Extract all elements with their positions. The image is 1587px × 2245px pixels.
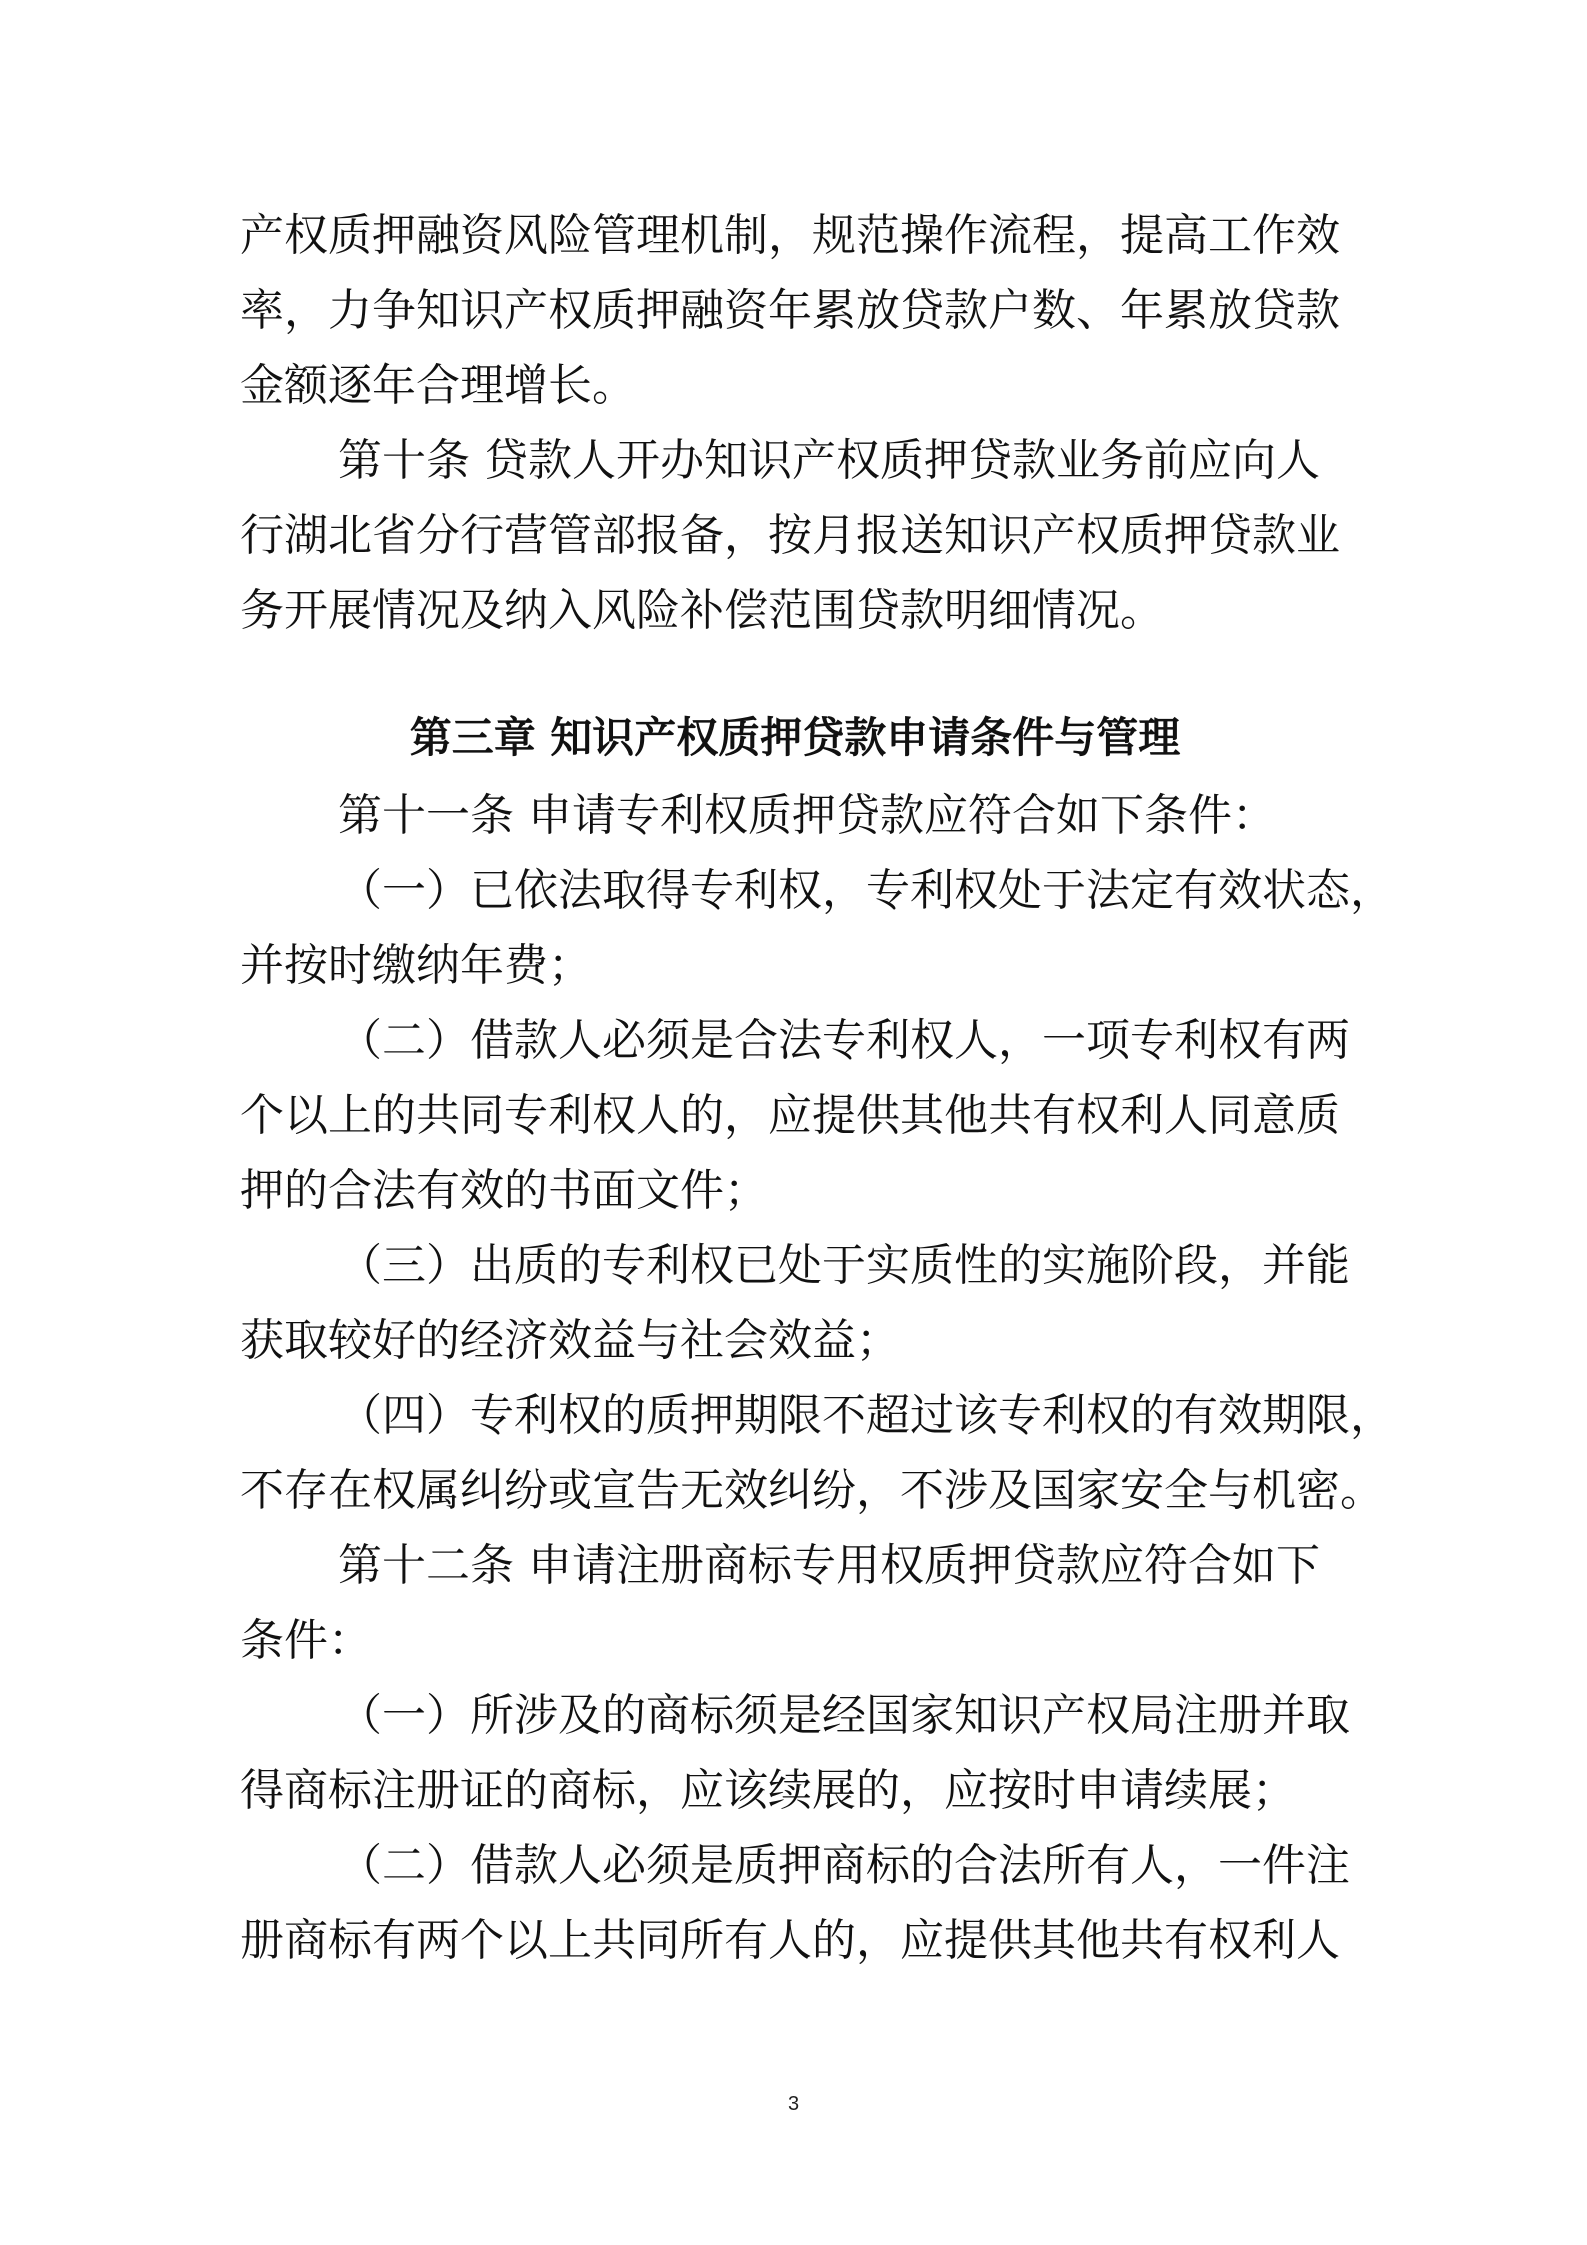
article-10 (240, 423, 1350, 648)
text-line: 务开展情况及纳入风险补偿范围贷款明细情况。 (240, 585, 1164, 636)
article-12-item-1 (240, 1678, 1350, 1828)
text-line: （二）借款人必须是合法专利权人，一项专利权有两 (338, 1015, 1350, 1066)
chapter-title: 第三章 知识产权质押贷款申请条件与管理 (409, 713, 1181, 762)
text-line: 金额逐年合理增长。 (240, 360, 636, 411)
article-11-item-4 (240, 1378, 1394, 1528)
text-line: 押的合法有效的书面文件； (240, 1165, 768, 1216)
paragraph-continuation (240, 198, 1350, 423)
text-line: 第十二条 申请注册商标专用权质押贷款应符合如下 (338, 1540, 1320, 1591)
text-line: 册商标有两个以上共同所有人的，应提供其他共有权利人 (240, 1915, 1340, 1966)
text-line: 条件： (240, 1615, 372, 1666)
article-12 (240, 1528, 1350, 1678)
text-line: （四）专利权的质押期限不超过该专利权的有效期限， (338, 1390, 1394, 1441)
text-line: 行湖北省分行营管部报备，按月报送知识产权质押贷款业 (240, 510, 1340, 561)
text-line: 第十一条 申请专利权质押贷款应符合如下条件： (338, 790, 1276, 841)
article-12-item-2 (240, 1828, 1350, 1978)
text-line: 率，力争知识产权质押融资年累放贷款户数、年累放贷款 (240, 285, 1340, 336)
text-line: 产权质押融资风险管理机制，规范操作流程，提高工作效 (240, 210, 1340, 261)
text-line: 不存在权属纠纷或宣告无效纠纷，不涉及国家安全与机密。 (240, 1465, 1384, 1516)
text-line: 得商标注册证的商标，应该续展的，应按时申请续展； (240, 1765, 1296, 1816)
text-line: （一）所涉及的商标须是经国家知识产权局注册并取 (338, 1690, 1350, 1741)
text-line: （一）已依法取得专利权，专利权处于法定有效状态， (338, 865, 1394, 916)
article-11-item-1 (240, 853, 1394, 1003)
article-11-item-2 (240, 1003, 1350, 1228)
text-line: 获取较好的经济效益与社会效益； (240, 1315, 900, 1366)
text-line: （三）出质的专利权已处于实质性的实施阶段，并能 (338, 1240, 1350, 1291)
page-number: 3 (787, 2093, 800, 2115)
article-11 (240, 778, 1350, 853)
document-body (240, 198, 1394, 1978)
text-line: 个以上的共同专利权人的，应提供其他共有权利人同意质 (240, 1090, 1340, 1141)
text-line: 第十条 贷款人开办知识产权质押贷款业务前应向人 (338, 435, 1320, 486)
text-line: （二）借款人必须是质押商标的合法所有人，一件注 (338, 1840, 1350, 1891)
text-line: 并按时缴纳年费； (240, 940, 592, 991)
article-11-item-3 (240, 1228, 1350, 1378)
